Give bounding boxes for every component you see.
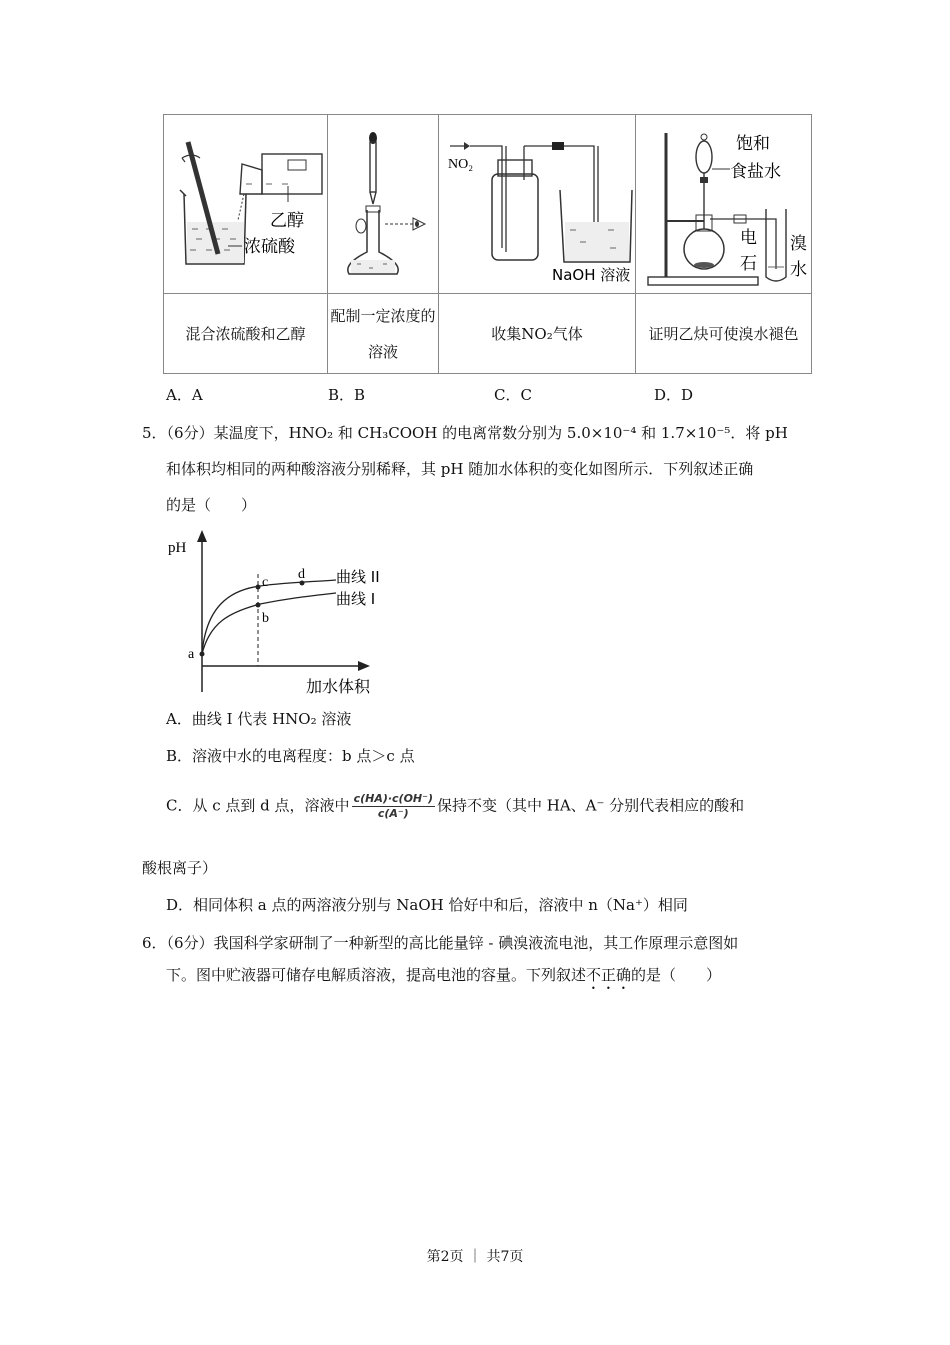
- label-a: a: [188, 647, 195, 662]
- q5-line-1: 5．（6分）某温度下，HNO₂ 和 CH₃COOH 的电离常数分别为 5.0×10⁻⁴ 和 1.7×10⁻⁵．将 pH: [142, 424, 788, 442]
- curve-ii-line: [202, 580, 336, 654]
- no2-label: NO₂: [448, 157, 474, 172]
- point-b: [256, 603, 261, 608]
- experiment-table: [163, 114, 812, 374]
- point-c: [256, 585, 261, 590]
- brine-label: 食盐水: [729, 162, 781, 182]
- graph-xlabel: 加水体积: [306, 677, 371, 696]
- caption-prepare-solution: 配制一定浓度的溶液: [328, 294, 439, 374]
- fraction-numerator: c(HA)·c(OH⁻): [353, 792, 433, 805]
- q5-option-b: B．溶液中水的电离程度：b 点＞c 点: [166, 747, 415, 765]
- q4-option-a: A．A: [166, 386, 203, 404]
- ethanol-label: 乙醇: [269, 211, 304, 231]
- cell-acetylene-figure: [636, 115, 812, 294]
- caption-collect-no2: 收集NO₂气体: [439, 294, 636, 374]
- q5-line-3: 的是（ ）: [166, 496, 257, 514]
- fraction-denominator: c(A⁻): [377, 807, 409, 820]
- bromine-label-1: 溴: [789, 234, 807, 254]
- mixing-figure: [166, 124, 326, 284]
- q6-line-2: [166, 964, 721, 993]
- caption-mix-acid: 混合浓硫酸和乙醇: [164, 294, 328, 374]
- page-footer: 第2页 ｜ 共7页: [426, 1249, 524, 1265]
- cell-mix-acid-figure: [164, 115, 328, 294]
- q6-line-2-post: 的是（ ）: [631, 966, 722, 984]
- q6-line-1: 6．（6分）我国科学家研制了一种新型的高比能量锌 - 碘溴液流电池，其工作原理示意图如: [142, 934, 739, 952]
- q5-option-c-post: 保持不变（其中 HA、A⁻ 分别代表相应的酸和: [436, 796, 745, 815]
- curve-ii-label: 曲线 II: [336, 568, 380, 586]
- q4-option-d: D．D: [654, 386, 694, 404]
- bromine-label-2: 水: [789, 260, 807, 280]
- q4-option-b: B．B: [328, 386, 366, 404]
- label-b: b: [262, 611, 269, 626]
- caption-acetylene: 证明乙炔可使溴水褪色: [636, 294, 812, 374]
- carbide-label-2: 石: [739, 254, 757, 274]
- q6-line-2-pre: 下。图中贮液器可储存电解质溶液，提高电池的容量。下列叙述: [166, 966, 587, 984]
- q5-option-a: A．曲线 Ⅰ 代表 HNO₂ 溶液: [166, 710, 352, 728]
- graph-ylabel: pH: [168, 540, 187, 556]
- gas-collection-figure: [440, 124, 634, 284]
- curve-i-label: 曲线 I: [336, 590, 376, 608]
- volumetric-flask-figure: [333, 124, 433, 284]
- naoh-label: NaOH 溶液: [552, 266, 631, 284]
- ph-dilution-graph: [160, 526, 400, 698]
- point-a: [200, 652, 205, 657]
- label-c: c: [262, 575, 269, 590]
- q5-option-c-pre: C．从 c 点到 d 点，溶液中: [166, 796, 350, 815]
- label-d: d: [298, 567, 305, 582]
- carbide-label-1: 电: [739, 228, 757, 248]
- acetylene-apparatus-figure: [638, 119, 810, 289]
- q5-line-2: 和体积均相同的两种酸溶液分别稀释，其 pH 随加水体积的变化如图所示．下列叙述正确: [166, 460, 754, 478]
- q5-option-c-continuation: 酸根离子）: [142, 859, 218, 877]
- q6-emphasis: 不正确: [586, 966, 632, 984]
- cell-prepare-solution-figure: [328, 115, 439, 294]
- q4-option-c: C．C: [494, 386, 532, 404]
- q5-option-c: [166, 792, 744, 821]
- q5-option-c-fraction: [352, 792, 435, 821]
- conc-acid-label: 浓硫酸: [243, 237, 295, 257]
- saturated-label: 饱和: [735, 134, 770, 154]
- cell-collect-gas-figure: [439, 115, 636, 294]
- q5-option-d: D．相同体积 a 点的两溶液分别与 NaOH 恰好中和后，溶液中 n（Na⁺）相同: [166, 896, 688, 914]
